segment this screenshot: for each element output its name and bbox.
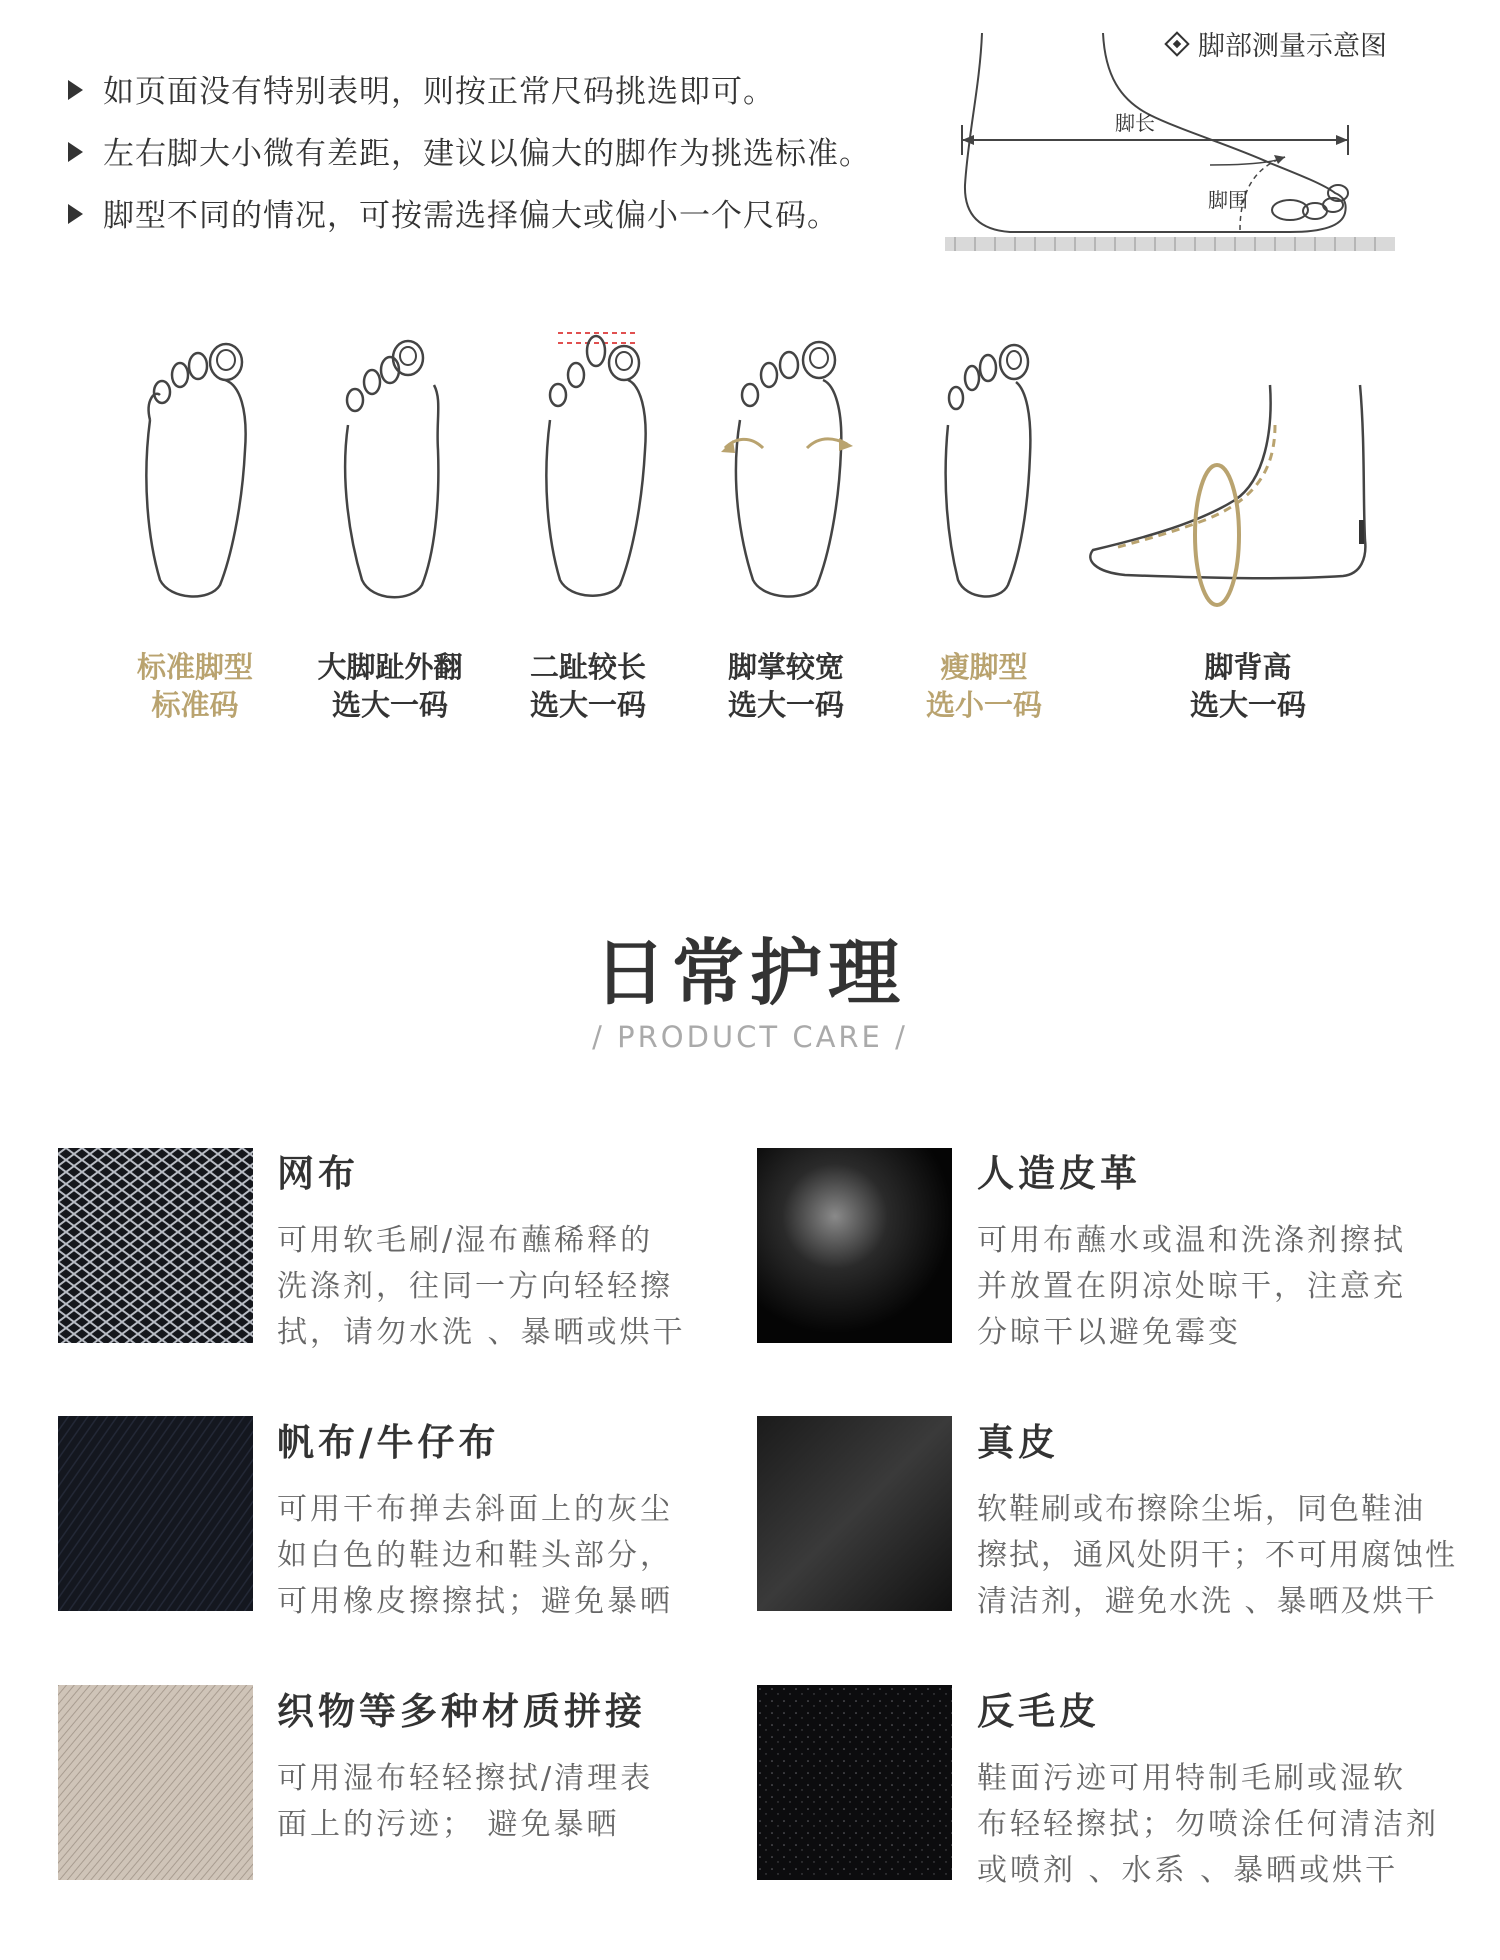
foot-type-long-second-toe bbox=[488, 648, 688, 724]
foot-type-name: 二趾较长 bbox=[529, 650, 646, 684]
care-line: 可用软毛刷/湿布蘸稀释的 bbox=[277, 1223, 654, 1258]
foot-girth-label: 脚围 bbox=[1208, 188, 1248, 212]
foot-wide-illustration bbox=[715, 330, 865, 600]
care-line: 布轻轻擦拭；勿喷涂任何清洁剂 bbox=[977, 1807, 1439, 1842]
care-line: 面上的污迹； 避免暴晒 bbox=[277, 1807, 620, 1842]
foot-type-wide bbox=[686, 648, 886, 724]
bullet-arrow-icon bbox=[68, 142, 83, 162]
care-title-canvas: 帆布/牛仔布 bbox=[277, 1421, 500, 1464]
foot-type-name: 大脚趾外翻 bbox=[317, 650, 463, 684]
genuine-leather-swatch bbox=[757, 1416, 952, 1611]
care-line: 鞋面污迹可用特制毛刷或湿软 bbox=[977, 1761, 1406, 1796]
foot-high-instep-illustration bbox=[1085, 380, 1385, 620]
foot-measure-diagram bbox=[940, 25, 1410, 265]
care-line: 清洁剂，避免水洗 、暴晒及烘干 bbox=[977, 1584, 1437, 1619]
tip-text: 左右脚大小微有差距，建议以偏大的脚作为挑选标准。 bbox=[103, 136, 871, 172]
section-title: 日常护理 bbox=[593, 931, 906, 1015]
measure-title-text: 脚部测量示意图 bbox=[1198, 31, 1387, 62]
tip-text: 脚型不同的情况，可按需选择偏大或偏小一个尺码。 bbox=[103, 198, 839, 234]
foot-type-standard bbox=[95, 648, 295, 724]
care-line: 拭，请勿水洗 、暴晒或烘干 bbox=[277, 1315, 686, 1350]
foot-type-advice: 选大一码 bbox=[331, 688, 448, 722]
foot-type-advice: 选大一码 bbox=[727, 688, 844, 722]
foot-type-name: 瘦脚型 bbox=[940, 650, 1028, 684]
foot-type-advice: 选大一码 bbox=[1189, 688, 1306, 722]
foot-type-name: 标准脚型 bbox=[136, 650, 253, 684]
tip-2 bbox=[68, 128, 871, 173]
foot-type-bunion bbox=[290, 648, 490, 724]
foot-type-advice: 标准码 bbox=[151, 688, 239, 722]
foot-type-name: 脚掌较宽 bbox=[727, 650, 844, 684]
mesh-swatch bbox=[58, 1148, 253, 1343]
care-title-synthetic-leather: 人造皮革 bbox=[977, 1152, 1141, 1195]
suede-swatch bbox=[757, 1685, 952, 1880]
care-line: 可用湿布轻轻擦拭/清理表 bbox=[277, 1761, 654, 1796]
care-line: 如白色的鞋边和鞋头部分， bbox=[277, 1538, 673, 1573]
care-line: 可用干布掸去斜面上的灰尘 bbox=[277, 1492, 673, 1527]
section-subtitle: / PRODUCT CARE / bbox=[592, 1020, 908, 1054]
tip-text: 如页面没有特别表明，则按正常尺码挑选即可。 bbox=[103, 74, 775, 110]
foot-type-narrow bbox=[884, 648, 1084, 724]
tip-1 bbox=[68, 66, 775, 111]
care-line: 可用布蘸水或温和洗涤剂擦拭 bbox=[977, 1223, 1406, 1258]
care-line: 并放置在阴凉处晾干，注意充 bbox=[977, 1269, 1406, 1304]
canvas-swatch bbox=[58, 1416, 253, 1611]
bullet-arrow-icon bbox=[68, 80, 83, 100]
care-line: 分晾干以避免霉变 bbox=[977, 1315, 1241, 1350]
foot-narrow-illustration bbox=[930, 330, 1050, 600]
care-line: 或喷剂 、水系 、暴晒或烘干 bbox=[977, 1853, 1399, 1888]
foot-type-advice: 选小一码 bbox=[925, 688, 1042, 722]
care-line: 可用橡皮擦擦拭；避免暴晒 bbox=[277, 1584, 673, 1619]
care-title-suede: 反毛皮 bbox=[977, 1690, 1100, 1733]
foot-type-advice: 选大一码 bbox=[529, 688, 646, 722]
care-title-mesh: 网布 bbox=[277, 1152, 359, 1195]
foot-standard-illustration bbox=[130, 330, 260, 600]
foot-bunion-illustration bbox=[330, 330, 460, 600]
foot-type-name: 脚背高 bbox=[1204, 650, 1292, 684]
care-title-genuine-leather: 真皮 bbox=[977, 1421, 1059, 1464]
bullet-arrow-icon bbox=[68, 204, 83, 224]
care-line: 擦拭，通风处阴干；不可用腐蚀性 bbox=[977, 1538, 1457, 1573]
care-title-mixed: 织物等多种材质拼接 bbox=[277, 1690, 646, 1733]
care-line: 洗涤剂，往同一方向轻轻擦 bbox=[277, 1269, 673, 1304]
care-line: 软鞋刷或布擦除尘垢，同色鞋油 bbox=[977, 1492, 1425, 1527]
foot-long-second-toe-illustration bbox=[530, 325, 660, 600]
synthetic-leather-swatch bbox=[757, 1148, 952, 1343]
mixed-fabric-swatch bbox=[58, 1685, 253, 1880]
tip-3 bbox=[68, 190, 839, 235]
foot-length-label: 脚长 bbox=[1115, 111, 1155, 135]
foot-type-high-instep bbox=[1148, 648, 1348, 724]
